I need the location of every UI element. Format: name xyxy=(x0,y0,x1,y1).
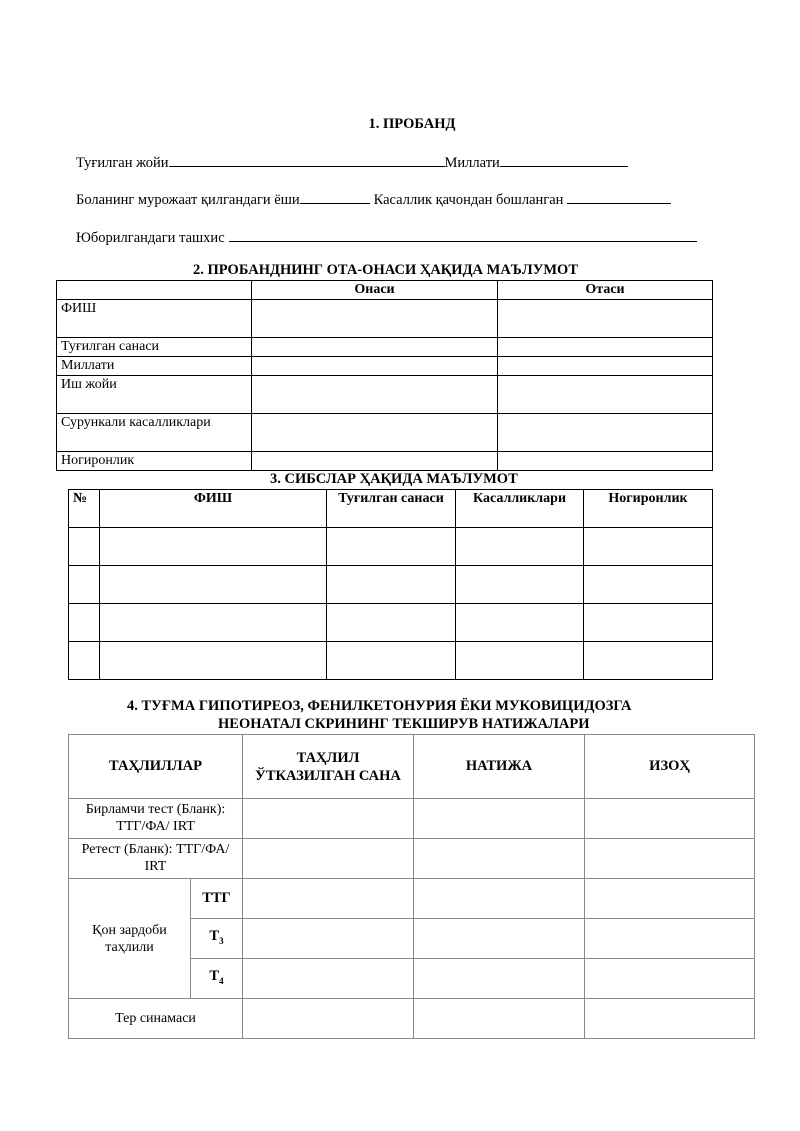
screening-header-row xyxy=(69,735,755,799)
row-label: Иш жойи xyxy=(57,376,252,414)
diseases-header: Касалликлари xyxy=(456,490,584,528)
section3-title: 3. СИБСЛАР ҲАҚИДА МАЪЛУМОТ xyxy=(270,471,518,487)
table-cell[interactable] xyxy=(584,566,713,604)
table-cell[interactable] xyxy=(100,528,327,566)
table-cell[interactable] xyxy=(327,566,456,604)
retest-row xyxy=(69,839,755,879)
serum-analysis-label: Қон зардоби таҳлили xyxy=(69,879,191,999)
table-cell[interactable] xyxy=(456,642,584,680)
table-cell[interactable] xyxy=(585,879,755,919)
table-cell[interactable] xyxy=(414,999,585,1039)
ttg-label: ТТГ xyxy=(191,879,243,919)
row-label: Туғилган санаси xyxy=(57,338,252,357)
age-label: Боланинг мурожаат қилгандаги ёши xyxy=(76,192,300,208)
table-cell[interactable] xyxy=(243,999,414,1039)
table-cell[interactable] xyxy=(100,566,327,604)
parents-table xyxy=(56,280,713,471)
serum-ttg-row xyxy=(69,879,755,919)
screening-table xyxy=(68,734,755,1039)
table-cell[interactable] xyxy=(414,879,585,919)
table-cell[interactable] xyxy=(584,642,713,680)
table-cell[interactable] xyxy=(414,839,585,879)
table-cell[interactable] xyxy=(585,919,755,959)
table-cell[interactable] xyxy=(584,528,713,566)
table-cell[interactable] xyxy=(243,799,414,839)
table-cell[interactable] xyxy=(243,879,414,919)
fish-header: ФИШ xyxy=(100,490,327,528)
section4-title-line1: 4. ТУҒМА ГИПОТИРЕОЗ, ФЕНИЛКЕТОНУРИЯ ЁКИ МУКОВИЦИДОЗГА xyxy=(127,698,632,714)
table-cell[interactable] xyxy=(456,566,584,604)
table-cell[interactable] xyxy=(100,604,327,642)
table-cell[interactable] xyxy=(414,959,585,999)
note-header: ИЗОҲ xyxy=(585,735,755,799)
row-label: Миллати xyxy=(57,357,252,376)
analyses-header: ТАҲЛИЛЛАР xyxy=(69,735,243,799)
birthplace-field[interactable] xyxy=(169,152,445,167)
referral-diagnosis-field[interactable] xyxy=(229,227,697,242)
table-cell[interactable] xyxy=(585,999,755,1039)
table-row xyxy=(69,604,713,642)
parents-row-chronic xyxy=(57,414,713,452)
nationality-field[interactable] xyxy=(500,152,628,167)
mother-cell[interactable] xyxy=(252,452,498,471)
row-label: ФИШ xyxy=(57,300,252,338)
table-cell[interactable] xyxy=(69,642,100,680)
mother-cell[interactable] xyxy=(252,414,498,452)
table-cell[interactable] xyxy=(69,566,100,604)
row-label: Ногиронлик xyxy=(57,452,252,471)
parents-header-row xyxy=(57,281,713,300)
disability-header: Ногиронлик xyxy=(584,490,713,528)
mother-cell[interactable] xyxy=(252,338,498,357)
table-cell[interactable] xyxy=(456,528,584,566)
nationality-label: Миллати xyxy=(444,155,500,171)
table-cell[interactable] xyxy=(414,799,585,839)
father-cell[interactable] xyxy=(498,452,713,471)
mother-header: Онаси xyxy=(252,281,498,300)
table-cell[interactable] xyxy=(414,919,585,959)
table-cell[interactable] xyxy=(69,528,100,566)
mother-cell[interactable] xyxy=(252,376,498,414)
table-cell[interactable] xyxy=(243,959,414,999)
father-cell[interactable] xyxy=(498,300,713,338)
sweat-test-row xyxy=(69,999,755,1039)
table-cell[interactable] xyxy=(327,604,456,642)
birthplace-label: Туғилган жойи xyxy=(76,155,169,171)
primary-test-row xyxy=(69,799,755,839)
section4-title-line2: НЕОНАТАЛ СКРИНИНГ ТЕКШИРУВ НАТИЖАЛАРИ xyxy=(218,716,590,732)
retest-label: Ретест (Бланк): ТТГ/ФА/ IRT xyxy=(69,839,243,879)
row-label: Сурункали касалликлари xyxy=(57,414,252,452)
table-row xyxy=(69,528,713,566)
table-cell[interactable] xyxy=(100,642,327,680)
birthplace-row xyxy=(76,152,628,172)
parents-row-nationality xyxy=(57,357,713,376)
table-cell[interactable] xyxy=(327,528,456,566)
father-cell[interactable] xyxy=(498,376,713,414)
siblings-table xyxy=(68,489,713,680)
parents-row-fish xyxy=(57,300,713,338)
age-row xyxy=(76,189,671,209)
section1-title: 1. ПРОБАНД xyxy=(368,116,456,132)
table-row xyxy=(69,566,713,604)
section2-title: 2. ПРОБАНДНИНГ ОТА-ОНАСИ ҲАҚИДА МАЪЛУМОТ xyxy=(193,262,578,278)
parents-row-birthdate xyxy=(57,338,713,357)
table-cell[interactable] xyxy=(585,799,755,839)
table-cell[interactable] xyxy=(327,642,456,680)
parents-row-workplace xyxy=(57,376,713,414)
table-cell[interactable] xyxy=(456,604,584,642)
referral-diagnosis-label: Юборилгандаги ташхис xyxy=(76,230,225,246)
disease-onset-label: Касаллик қачондан бошланган xyxy=(373,192,564,208)
mother-cell[interactable] xyxy=(252,357,498,376)
analysis-date-header: ТАҲЛИЛ ЎТКАЗИЛГАН САНА xyxy=(243,735,414,799)
t3-label: $T_3$ xyxy=(191,919,243,959)
primary-test-label: Бирламчи тест (Бланк): ТТГ/ФА/ IRT xyxy=(69,799,243,839)
referral-row xyxy=(76,227,697,247)
sweat-test-label: Тер синамаси xyxy=(69,999,243,1039)
table-cell[interactable] xyxy=(584,604,713,642)
table-cell[interactable] xyxy=(243,919,414,959)
father-cell[interactable] xyxy=(498,414,713,452)
result-header: НАТИЖА xyxy=(414,735,585,799)
age-field[interactable] xyxy=(300,189,370,204)
number-header: № xyxy=(69,490,100,528)
table-cell[interactable] xyxy=(585,959,755,999)
father-cell[interactable] xyxy=(498,338,713,357)
father-cell[interactable] xyxy=(498,357,713,376)
table-row xyxy=(69,642,713,680)
t4-label: $T_4$ xyxy=(191,959,243,999)
father-header: Отаси xyxy=(498,281,713,300)
siblings-header-row xyxy=(69,490,713,528)
table-cell[interactable] xyxy=(243,839,414,879)
table-cell[interactable] xyxy=(69,604,100,642)
table-cell[interactable] xyxy=(585,839,755,879)
disease-onset-field[interactable] xyxy=(567,189,671,204)
mother-cell[interactable] xyxy=(252,300,498,338)
parents-header-empty xyxy=(57,281,252,300)
parents-row-disability xyxy=(57,452,713,471)
birthdate-header: Туғилган санаси xyxy=(327,490,456,528)
